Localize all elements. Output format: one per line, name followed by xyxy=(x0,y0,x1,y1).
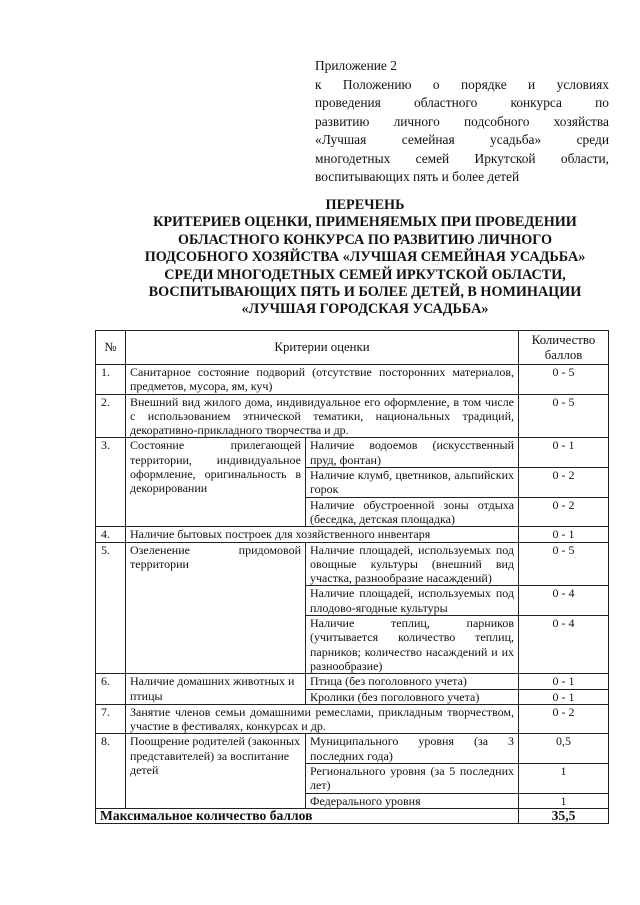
heading-line: СРЕДИ МНОГОДЕТНЫХ СЕМЕЙ ИРКУТСКОЙ ОБЛАСТИ, xyxy=(164,266,566,283)
sub-criterion-text: Наличие водоемов (искусственный пруд, фонтан) xyxy=(306,438,519,468)
score-range: 0 - 2 xyxy=(519,468,609,498)
criterion-text: Наличие бытовых построек для хозяйственного инвентаря xyxy=(126,527,519,542)
table-row xyxy=(96,674,609,689)
score-range: 0 - 1 xyxy=(519,527,609,542)
row-number: 1. xyxy=(96,365,126,395)
sub-criterion-text: Федерального уровня xyxy=(306,793,519,808)
header-num: № xyxy=(96,331,126,365)
criterion-text: Наличие домашних животных и птицы xyxy=(126,674,306,705)
criterion-text: Озеленение придомовой территории xyxy=(126,542,306,674)
criteria-table xyxy=(95,330,609,824)
table-row xyxy=(96,542,609,586)
sub-criterion-text: Муниципального уровня (за 3 последних года) xyxy=(306,734,519,764)
table-row xyxy=(96,527,609,542)
criterion-text: Занятие членов семьи домашними ремеслами, прикладным творчеством, участие в фестивалях, конкурсах и др. xyxy=(126,704,519,734)
row-number: 4. xyxy=(96,527,126,542)
appendix-line: проведения областного конкурса по xyxy=(315,95,609,110)
table-header-row xyxy=(96,331,609,365)
appendix-line: развитию личного подсобного хозяйства xyxy=(315,113,609,129)
sub-criterion-text: Наличие площадей, используемых под овощные культуры (внешний вид участка, разнообразие насаждений) xyxy=(306,542,519,586)
appendix-note xyxy=(315,57,609,187)
score-range: 0 - 1 xyxy=(519,689,609,704)
score-range: 0 - 1 xyxy=(519,674,609,689)
row-number: 2. xyxy=(96,394,126,438)
total-label: Максимальное количество баллов xyxy=(96,808,519,823)
sub-criterion-text: Птица (без поголовного учета) xyxy=(306,674,519,689)
appendix-line: многодетных семей Иркутской области, xyxy=(315,150,609,166)
sub-criterion-text: Наличие площадей, используемых под плодово-ягодные культуры xyxy=(306,586,519,616)
sub-criterion-text: Наличие клумб, цветников, альпийских горок xyxy=(306,468,519,498)
row-number: 3. xyxy=(96,438,126,527)
row-number: 7. xyxy=(96,704,126,734)
score-value: 1 xyxy=(519,764,609,794)
table-row xyxy=(96,704,609,734)
score-range: 0 - 1 xyxy=(519,438,609,468)
heading-line: «ЛУЧШАЯ ГОРОДСКАЯ УСАДЬБА» xyxy=(241,301,489,318)
row-number: 6. xyxy=(96,674,126,705)
heading-line: ОБЛАСТНОГО КОНКУРСА ПО РАЗВИТИЮ ЛИЧНОГО xyxy=(178,231,552,248)
score-range: 0 - 5 xyxy=(519,365,609,395)
table-row xyxy=(96,394,609,438)
sub-criterion-text: Наличие теплиц, парников (учитывается количество теплиц, парников; количество насаждений и их разнообразие) xyxy=(306,616,519,674)
row-number: 5. xyxy=(96,542,126,674)
heading-line: ПОДСОБНОГО ХОЗЯЙСТВА «ЛУЧШАЯ СЕМЕЙНАЯ УСАДЬБА» xyxy=(144,249,586,266)
criterion-text: Поощрение родителей (законных представителей) за воспитание детей xyxy=(126,734,306,808)
score-range: 0 - 5 xyxy=(519,394,609,438)
score-range: 0 - 2 xyxy=(519,704,609,734)
heading-line: ВОСПИТЫВАЮЩИХ ПЯТЬ И БОЛЕЕ ДЕТЕЙ, В НОМИНАЦИИ xyxy=(148,284,582,301)
score-range: 0 - 2 xyxy=(519,497,609,527)
row-number: 8. xyxy=(96,734,126,808)
table-row xyxy=(96,365,609,395)
appendix-line: «Лучшая семейная усадьба» среди xyxy=(315,132,609,147)
table-row xyxy=(96,438,609,468)
appendix-line: к Положению о порядке и условиях xyxy=(315,76,609,92)
sub-criterion-text: Кролики (без поголовного учета) xyxy=(306,689,519,704)
criterion-text: Санитарное состояние подворий (отсутствие посторонних материалов, предметов, мусора, ям, куч) xyxy=(126,365,519,395)
appendix-title: Приложение 2 xyxy=(315,58,397,73)
total-score: 35,5 xyxy=(519,808,609,823)
header-criteria: Критерии оценки xyxy=(126,331,519,365)
heading-line: КРИТЕРИЕВ ОЦЕНКИ, ПРИМЕНЯЕМЫХ ПРИ ПРОВЕДЕНИИ xyxy=(153,214,577,231)
score-value: 1 xyxy=(519,793,609,808)
table-row xyxy=(96,734,609,764)
header-score: Количество баллов xyxy=(519,331,609,365)
sub-criterion-text: Регионального уровня (за 5 последних лет) xyxy=(306,764,519,794)
score-value: 0,5 xyxy=(519,734,609,764)
criterion-text: Внешний вид жилого дома, индивидуальное его оформление, в том числе с использованием этнической тематики, национальных традиций, декоративно-прикладного творчества и др. xyxy=(126,394,519,438)
score-range: 0 - 4 xyxy=(519,586,609,616)
criterion-text: Состояние прилегающей территории, индивидуальное оформление, оригинальность в декорировании xyxy=(126,438,306,527)
total-row xyxy=(96,808,609,823)
document-heading xyxy=(92,197,638,319)
score-range: 0 - 4 xyxy=(519,616,609,674)
score-range: 0 - 5 xyxy=(519,542,609,586)
heading-line: ПЕРЕЧЕНЬ xyxy=(325,197,405,213)
appendix-line: воспитывающих пять и более детей xyxy=(315,169,520,184)
sub-criterion-text: Наличие обустроенной зоны отдыха (беседка, детская площадка) xyxy=(306,497,519,527)
